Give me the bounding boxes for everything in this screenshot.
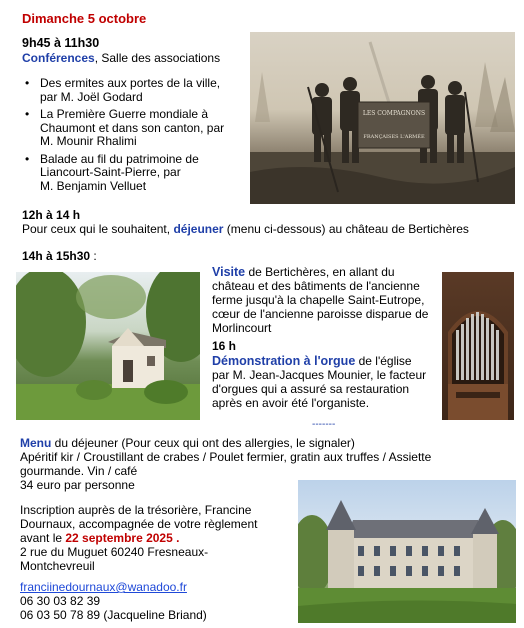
day-title: Dimanche 5 octobre [22, 11, 147, 26]
chapel-photo [16, 272, 200, 420]
organ-photo [442, 272, 514, 420]
registration-line3: avant le 22 septembre 2025 . [20, 531, 180, 545]
conferences-line [22, 51, 220, 65]
demo-label: Démonstration à l'orgue [212, 354, 356, 368]
list-item: • Des ermites aux portes de la ville, par M. Joël Godard [22, 77, 244, 104]
menu-line3: gourmande. Vin / café [20, 464, 138, 478]
deadline-date: 22 septembre 2025 . [65, 531, 180, 545]
afternoon-time-line: 14h à 15h30 : [22, 249, 97, 263]
menu-label: Menu [20, 436, 52, 450]
visit-label: Visite [212, 265, 246, 279]
separator: ------- [312, 419, 336, 430]
registration-line2: Dournaux, accompagnée de votre règlement [20, 517, 258, 531]
lunch-time: 12h à 14 h [22, 208, 81, 222]
lunch-highlight: déjeuner [173, 222, 224, 236]
visit-line: Visite de Bertichères, en allant du [212, 265, 395, 279]
conferences-label: Conférences [22, 51, 95, 65]
address-line2: Montchevreuil [20, 559, 95, 573]
wwi-group-photo [250, 32, 515, 204]
morning-time: 9h45 à 11h30 [22, 36, 100, 50]
email-link[interactable]: franciinedournaux@wanadoo.fr [20, 580, 187, 594]
demo-line: Démonstration à l'orgue de l'église [212, 354, 412, 368]
list-item: • La Première Guerre mondiale à Chaumont et dans son canton, par M. Mounir Rhalimi [22, 108, 244, 149]
menu-line2: Apéritif kir / Croustillant de crabes / Poulet fermier, gratin aux truffes / Assiette [20, 450, 432, 464]
chateau-photo [298, 480, 516, 623]
visit-text-line: château et des bâtiments de l'ancienne [212, 279, 420, 293]
organ-time: 16 h [212, 339, 237, 353]
menu-price: 34 euro par personne [20, 478, 135, 492]
demo-text-line: après en avoir été l'organiste. [212, 396, 370, 410]
list-item: • Balade au fil du patrimoine de Liancourt-Saint-Pierre, par M. Benjamin Velluet [22, 153, 244, 194]
afternoon-time: 14h à 15h30 [22, 249, 91, 263]
phone-2: 06 03 50 78 89 (Jacqueline Briand) [20, 608, 207, 622]
demo-text-line: d'orgues qui a assuré sa restauration [212, 382, 410, 396]
conferences-place: , Salle des associations [94, 51, 221, 65]
visit-text-line: ferme jusqu'à la chapelle Saint-Eutrope, [212, 293, 425, 307]
visit-text-line: cœur de l'ancienne paroisse disparue de [212, 307, 429, 321]
banner-text-top: LES COMPAGNONS [362, 110, 426, 117]
registration-line1: Inscription auprès de la trésorière, Francine [20, 503, 252, 517]
talks-list [22, 77, 244, 197]
visit-text-line: Morlincourt [212, 321, 272, 335]
banner-text-bottom: FRANÇAISES L'ARMÉE [363, 134, 425, 140]
demo-text-line: par M. Jean-Jacques Mounier, le facteur [212, 368, 427, 382]
lunch-line: Pour ceux qui le souhaitent, déjeuner (menu ci-dessous) au château de Bertichères [22, 222, 469, 236]
phone-1: 06 30 03 82 39 [20, 594, 101, 608]
menu-line1: Menu du déjeuner (Pour ceux qui ont des allergies, le signaler) [20, 436, 355, 450]
address-line1: 2 rue du Muguet 60240 Fresneaux- [20, 545, 209, 559]
